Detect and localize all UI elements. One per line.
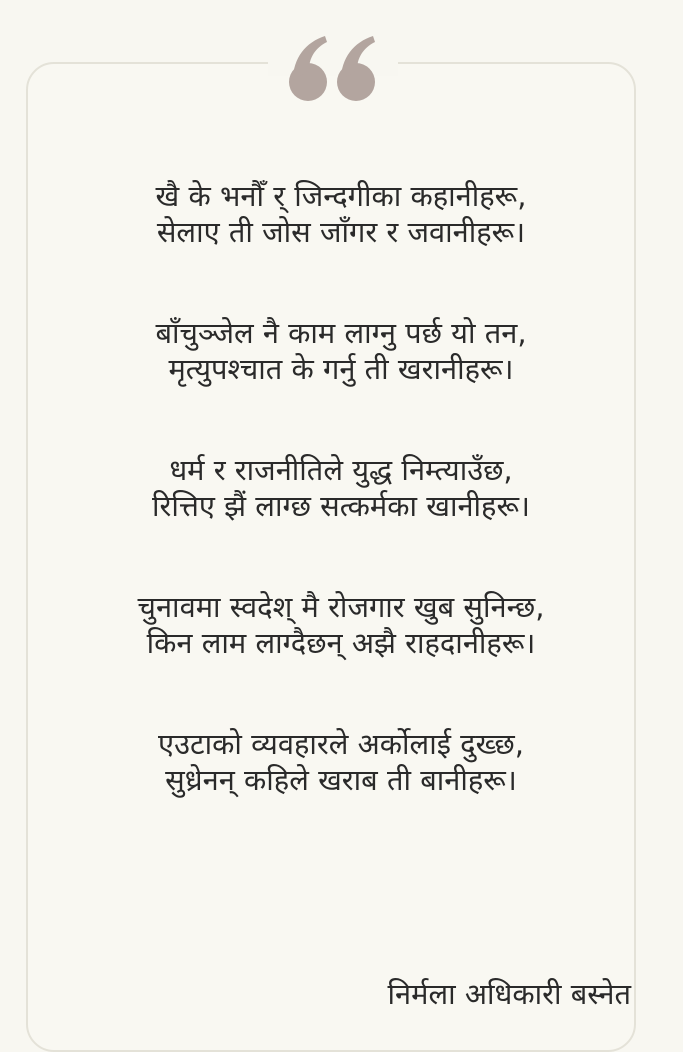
- poem-stanza: [30, 726, 652, 863]
- quote-mark-icon: [283, 32, 383, 112]
- poem-stanza: [30, 315, 652, 452]
- author-name: निर्मला अधिकारी बस्नेत: [387, 977, 631, 1011]
- poem-body: [30, 178, 652, 863]
- poem-line: बाँचुञ्जेल नै काम लाग्नु पर्छ यो तन,: [155, 316, 527, 350]
- poem-stanza: [30, 452, 652, 589]
- poem-line: चुनावमा स्वदेश् मै रोजगार खुब सुनिन्छ,: [137, 590, 545, 624]
- poem-line: सुध्रेनन् कहिले खराब ती बानीहरू।: [165, 763, 517, 797]
- poem-line: खै के भनौँ र् जिन्दगीका कहानीहरू,: [155, 179, 527, 213]
- poem-stanza: [30, 178, 652, 315]
- poem-line: एउटाको व्यवहारले अर्कोलाई दुख्छ,: [158, 727, 524, 761]
- poem-line: रित्तिए झैं लाग्छ सत्कर्मका खानीहरू।: [151, 489, 530, 523]
- poem-stanza: [30, 589, 652, 726]
- poem-line: किन लाम लाग्दैछन् अझै राहदानीहरू।: [146, 626, 536, 660]
- poem-line: सेलाए ती जोस जाँगर र जवानीहरू।: [156, 215, 526, 249]
- poem-line: मृत्युपश्चात के गर्नु ती खरानीहरू।: [168, 352, 514, 386]
- poem-line: धर्म र राजनीतिले युद्ध निम्त्याउँछ,: [169, 453, 513, 487]
